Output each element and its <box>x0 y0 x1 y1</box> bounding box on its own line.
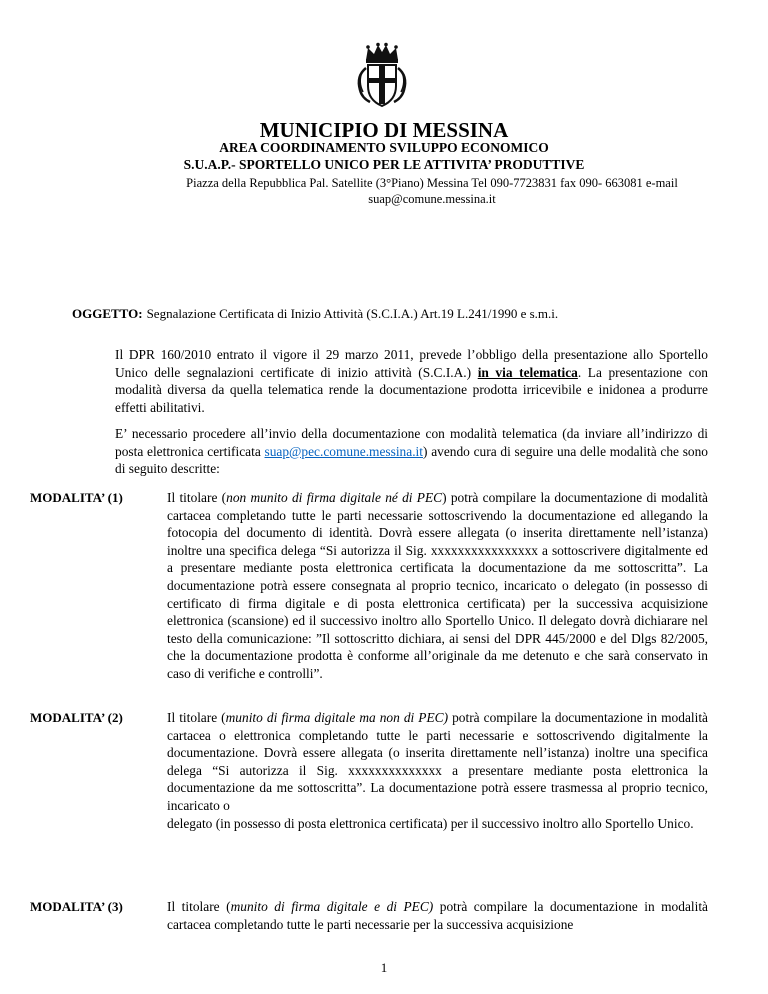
emphasis-telematica: in via telematica <box>477 364 578 380</box>
intro-p1-text-end: . La presentazione con modalità diversa da quella telematica rende la documentazione prodotta irricevibile e inidonea a produrre effetti abilitativi. <box>115 364 708 415</box>
mode-3-text <box>167 898 708 933</box>
mode-2-body-text: potrà compilare la documentazione in modalità cartacea o elettronica completando tutte le parti necessarie e sottoscrivendo digitalmente la documentazione. Dovrà essere allegata (o inserita direttamente nell’istanza) inoltre una specifica delega “Si autorizza il Sig. xxxxxxxxxxxxxx a presentare mediante posta elettronica la documentazione da me sottoscritta”. La documentazione potrà essere trasmessa al proprio tecnico, incaricato o <box>167 710 708 813</box>
municipal-crest-icon <box>354 42 410 110</box>
mode-2-label: MODALITA’ (2) <box>30 710 123 725</box>
office-name: S.U.A.P.- SPORTELLO UNICO PER LE ATTIVITA’ PRODUTTIVE <box>183 157 585 172</box>
page-number: 1 <box>380 960 388 975</box>
subject-label: OGGETTO: <box>72 306 143 321</box>
mode-1-text <box>167 489 708 683</box>
subject-text: Segnalazione Certificata di Inizio Attività (S.C.I.A.) Art.19 L.241/1990 e s.m.i. <box>146 306 559 321</box>
subject-line <box>72 306 558 322</box>
mode-2-intro: Il titolare ( <box>167 710 226 725</box>
address-block <box>132 175 732 207</box>
mode-1-intro: Il titolare ( <box>167 490 227 505</box>
contact-email: suap@comune.messina.it <box>368 192 496 206</box>
page-title: MUNICIPIO DI MESSINA <box>259 118 509 142</box>
mode-3-intro: Il titolare ( <box>167 899 231 914</box>
mode-1-condition: non munito di firma digitale né di PEC <box>226 490 443 505</box>
intro-p1-text: Il DPR 160/2010 entrato il vigore il 29 marzo 2011, prevede l’obbligo della presentazione allo Sportello Unico delle segnalazioni certificate di inizio attività (S.C.I.A.) <box>115 347 708 380</box>
mode-3-condition: munito di firma digitale e di PEC) <box>230 899 434 914</box>
address-text: Piazza della Repubblica Pal. Satellite (3°Piano) Messina Tel 090-7723831 fax 090- 663081 e-mail <box>186 176 678 190</box>
mode-1-label: MODALITA’ (1) <box>30 490 123 505</box>
mode-2-text <box>167 709 708 832</box>
department-name: AREA COORDINAMENTO SVILUPPO ECONOMICO <box>219 140 549 155</box>
mode-2-continuation: delegato (in possesso di posta elettronica certificata) per il successivo inoltro allo Sportello Unico. <box>167 815 694 831</box>
mode-2-body <box>167 709 708 815</box>
intro-paragraph-1 <box>115 346 708 416</box>
mode-1-body: ) potrà compilare la documentazione di modalità cartacea completando tutte le parti necessarie sottoscrivendo la documentazione ed allegando la fotocopia del documento di identità. Dovrà essere allegata (o inserita direttamente nell’istanza) inoltre una specifica delega “Si autorizza il Sig. xxxxxxxxxxxxxxxx a sottoscrivere digitalmente ed a presentare mediante posta elettronica certificata la documentazione da me sottoscritta”. La documentazione potrà essere consegnata al proprio tecnico, incaricato o delegato (in possesso di certificato di firma digitale e di posta elettronica certificata) per la successiva acquisizione elettronica (scansione) ed il successivo inoltro allo Sportello Unico. Il delegato dovrà dichiarare nel testo della comunicazione: ”Il sottoscritto dichiara, ai sensi del DPR 445/2000 e del Dlgs 82/2005, che la documentazione prodotta è conforme all’originale da me detenuto e che sarà conservato in caso di verifiche e controlli”. <box>167 490 709 681</box>
intro-p2-text: E’ necessario procedere all’invio della documentazione con modalità telematica (da inviare all’indirizzo di posta elettronica certificata <box>115 426 708 459</box>
mode-2-condition: munito di firma digitale ma non di PEC) <box>225 710 449 725</box>
mode-3-label: MODALITA’ (3) <box>30 899 123 914</box>
intro-paragraph-2 <box>115 425 708 478</box>
intro-p2-text-end: ) avendo cura di seguire una delle modalità che sono di seguito descritte: <box>115 443 708 477</box>
pec-email-link[interactable]: suap@pec.comune.messina.it <box>264 443 423 459</box>
mode-3-body: potrà compilare la documentazione in modalità cartacea completando tutte le parti necessarie per la successiva acquisizione <box>167 899 708 932</box>
